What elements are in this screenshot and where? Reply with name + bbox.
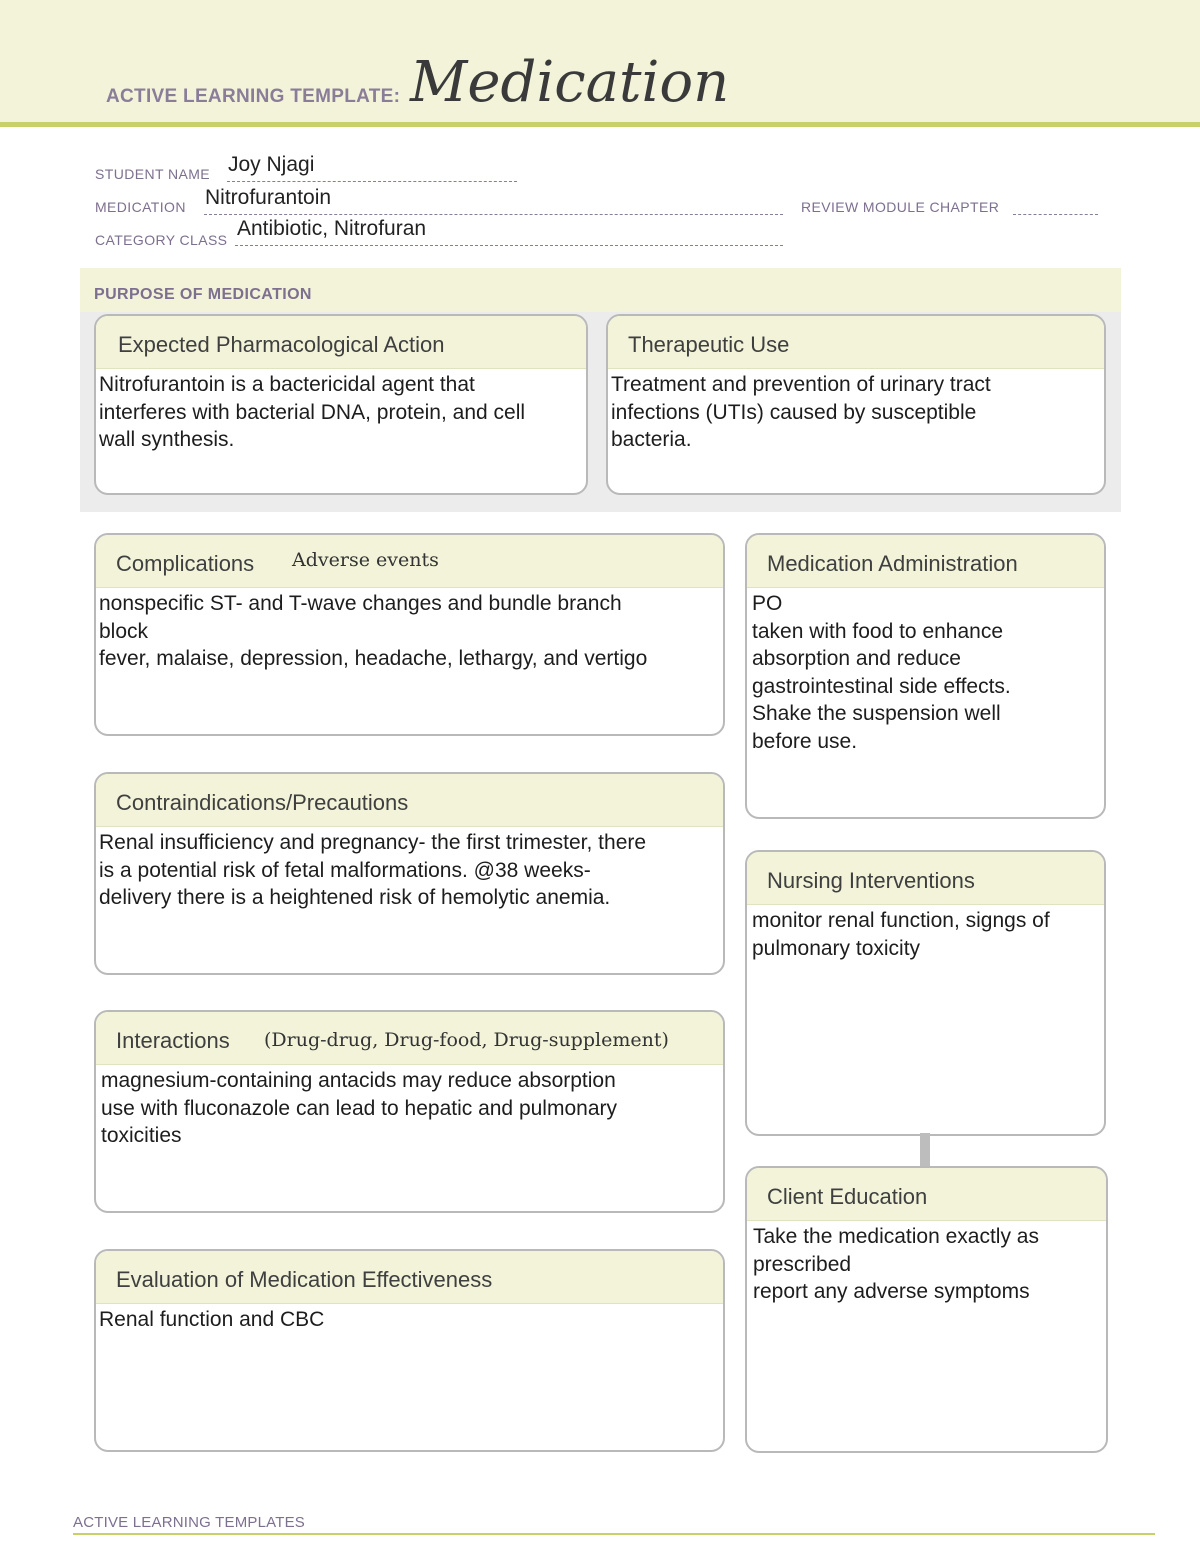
contraindications-title: Contraindications/Precautions [116, 790, 409, 815]
text-line: report any adverse symptoms [753, 1280, 1030, 1303]
evaluation-body[interactable] [96, 1304, 723, 1334]
text-line: taken with food to enhance [752, 619, 1004, 643]
text-line: interferes with bacterial DNA, protein, and cell [99, 400, 526, 424]
interactions-title: Interactions [116, 1028, 230, 1053]
therapeutic-use-body[interactable] [608, 369, 1104, 454]
template-prefix: ACTIVE LEARNING TEMPLATE: [106, 86, 401, 107]
category-class-label: CATEGORY CLASS [95, 232, 228, 248]
text-line: fever, malaise, depression, headache, lethargy, and vertigo [99, 647, 648, 670]
header-rule [0, 122, 1200, 127]
interactions-body[interactable] [96, 1065, 723, 1150]
contraindications-body[interactable] [96, 827, 723, 912]
text-line: infections (UTIs) caused by susceptible [611, 400, 977, 424]
administration-header [747, 535, 1104, 588]
text-line: Renal insufficiency and pregnancy- the first trimester, there [99, 831, 647, 854]
text-line: nonspecific ST- and T-wave changes and bundle branch [99, 592, 622, 615]
client-education-box [745, 1166, 1108, 1453]
interactions-header [96, 1012, 723, 1065]
medication-value[interactable]: Nitrofurantoin [205, 186, 332, 209]
text-line: toxicities [101, 1124, 182, 1147]
student-name-value[interactable]: Joy Njagi [228, 153, 315, 176]
review-module-label: REVIEW MODULE CHAPTER [801, 199, 1000, 215]
text-line: bacteria. [611, 428, 692, 451]
nursing-interventions-box [745, 850, 1106, 1136]
text-line: use with fluconazole can lead to hepatic and pulmonary [101, 1096, 617, 1120]
medication-line [204, 214, 783, 215]
text-line: PO [752, 592, 783, 615]
nursing-interventions-header [747, 852, 1104, 905]
text-line: Renal function and CBC [99, 1308, 325, 1331]
complications-title: Complications [116, 551, 255, 576]
text-line: before use. [752, 729, 858, 753]
nursing-interventions-title: Nursing Interventions [767, 868, 975, 893]
expected-action-box [94, 314, 588, 495]
category-class-line [235, 245, 783, 246]
medication-label: MEDICATION [95, 199, 186, 215]
therapeutic-use-header [608, 316, 1104, 369]
client-education-title: Client Education [767, 1184, 928, 1209]
contraindications-box [94, 772, 725, 975]
client-education-header [747, 1168, 1106, 1221]
page-title: Medication [410, 50, 730, 115]
administration-body[interactable] [747, 588, 1104, 755]
text-line: prescribed [753, 1252, 852, 1276]
expected-action-body[interactable] [96, 369, 586, 454]
complications-box [94, 533, 725, 736]
complications-body[interactable] [96, 588, 723, 673]
text-line: magnesium-containing antacids may reduce absorption [101, 1069, 616, 1092]
text-line: pulmonary toxicity [752, 936, 921, 960]
text-line: is a potential risk of fetal malformations. @38 weeks- [99, 858, 591, 882]
footer-text: ACTIVE LEARNING TEMPLATES [73, 1514, 305, 1531]
text-line: block [99, 619, 149, 643]
interactions-box [94, 1010, 725, 1213]
text-line: Take the medication exactly as [753, 1225, 1039, 1248]
text-line: Nitrofurantoin is a bactericidal agent that [99, 373, 475, 396]
expected-action-header [96, 316, 586, 369]
evaluation-header [96, 1251, 723, 1304]
text-line: gastrointestinal side effects. [752, 674, 1011, 698]
text-line: monitor renal function, signgs of [752, 909, 1050, 932]
therapeutic-use-box [606, 314, 1106, 495]
evaluation-title: Evaluation of Medication Effectiveness [116, 1267, 493, 1292]
expected-action-title: Expected Pharmacological Action [118, 332, 445, 357]
footer-rule [73, 1533, 1155, 1535]
interactions-subtitle: (Drug-drug, Drug-food, Drug-supplement) [264, 1029, 669, 1051]
student-name-label: STUDENT NAME [95, 166, 210, 182]
nursing-interventions-body[interactable] [747, 905, 1104, 962]
student-name-line [227, 181, 517, 182]
text-line: absorption and reduce [752, 647, 961, 670]
purpose-title: PURPOSE OF MEDICATION [94, 286, 312, 303]
evaluation-box [94, 1249, 725, 1452]
text-line: Treatment and prevention of urinary tract [611, 373, 991, 396]
complications-header [96, 535, 723, 588]
administration-box [745, 533, 1106, 819]
text-line: delivery there is a heightened risk of hemolytic anemia. [99, 886, 611, 909]
review-module-line[interactable] [1013, 214, 1098, 215]
text-line: wall synthesis. [99, 428, 235, 451]
connector-bar [920, 1133, 930, 1167]
administration-title: Medication Administration [767, 551, 1018, 576]
client-education-body[interactable] [747, 1221, 1106, 1306]
category-class-value[interactable]: Antibiotic, Nitrofuran [237, 217, 427, 240]
complications-subtitle: Adverse events [292, 549, 439, 571]
text-line: Shake the suspension well [752, 702, 1001, 725]
contraindications-header [96, 774, 723, 827]
therapeutic-use-title: Therapeutic Use [628, 332, 790, 357]
